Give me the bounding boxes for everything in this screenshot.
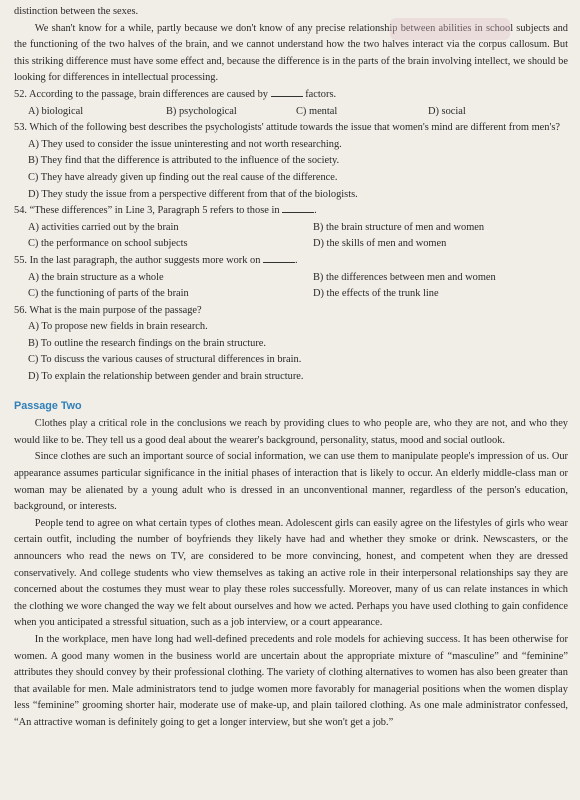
option-d[interactable]: D) the effects of the trunk line (313, 288, 439, 300)
answer-blank (282, 203, 314, 213)
question-55-stem-end: . (295, 254, 298, 266)
option-b[interactable]: B) They find that the difference is attributed to the influence of the society. (28, 155, 340, 167)
question-54 (14, 203, 568, 220)
option-b[interactable]: B) psychological (166, 105, 237, 117)
option-b[interactable]: B) To outline the research findings on the brain structure. (28, 337, 266, 349)
question-54-options (28, 220, 568, 253)
question-54-stem-end: . (314, 205, 317, 217)
option-c[interactable]: C) the performance on school subjects (28, 238, 188, 250)
question-54-stem: 54. “These differences” in Line 3, Paragraph 5 refers to those in (14, 205, 280, 217)
question-55-stem: 55. In the last paragraph, the author suggests more work on (14, 254, 261, 266)
option-d[interactable]: D) They study the issue from a perspective different from that of the biologists. (28, 188, 358, 200)
option-c[interactable]: C) mental (296, 105, 338, 117)
option-a[interactable]: A) biological (28, 105, 84, 117)
question-53-stem: 53. Which of the following best describes the psychologists' attitude towards the issue that women's mind are different from men's? (14, 122, 561, 134)
option-b[interactable]: B) the differences between men and women (313, 271, 496, 283)
option-c[interactable]: C) To discuss the various causes of structural differences in brain. (28, 354, 302, 366)
answer-blank (263, 253, 295, 263)
option-d[interactable]: D) To explain the relationship between gender and brain structure. (28, 371, 304, 383)
question-52-options (28, 104, 568, 121)
question-52-stem: 52. According to the passage, brain differences are caused by (14, 88, 268, 100)
question-52 (14, 87, 568, 104)
option-d[interactable]: D) the skills of men and women (313, 238, 447, 250)
option-c[interactable]: C) They have already given up finding out the real cause of the difference. (28, 171, 338, 183)
passage-two-heading: Passage Two (14, 399, 82, 412)
question-55 (14, 253, 568, 270)
passage-two-paragraph-2: Since clothes are such an important source of social information, we can use them to manipulate people's impression of us. Our appearance assumes particular significance in the initial phases of interaction that is likely to occur. An elderly middle-class man or woman may be alienated by a young adult who is dressed in an unconventional manner, regardless of the person's education, background, or interests. (14, 451, 568, 513)
option-b[interactable]: B) the brain structure of men and women (313, 221, 485, 233)
option-d[interactable]: D) social (428, 105, 466, 117)
passage-one-final-paragraph: We shan't know for a while, partly because we don't know of any precise relationship between abilities in school subjects and the functioning of the two halves of the brain, and we cannot understand how the two halves interact via the corpus callosum. But this striking difference must have some effect and, because the difference is in the parts of the brain involving intellect, we should be looking for differences in intellectual processing. (14, 22, 568, 84)
option-c[interactable]: C) the functioning of parts of the brain (28, 288, 189, 300)
passage-one-last-line: distinction between the sexes. (14, 6, 139, 17)
question-56-stem: 56. What is the main purpose of the passage? (14, 304, 202, 316)
passage-two-paragraph-3: People tend to agree on what certain types of clothes mean. Adolescent girls can easily agree on the lifestyles of girls who wear certain outfit, including the number of boyfriends they likely have had and whether they smoke or drink. Newscasters, or the announcers who read the news on TV, are considered to be more convincing, honest, and competent when they are dressed conservatively. And college students who view themselves as taking an active role in their interpersonal relationships say they are concerned about the costumes they must wear to play these roles successfully. Moreover, many of us can relate instances in which the clothing we wore changed the way we felt about ourselves and how we acted. Perhaps you have used clothing to gain confidence when you anticipated a stressful situation, such as a job interview, or a court appearance. (14, 517, 568, 629)
question-52-stem-end: factors. (305, 88, 337, 100)
option-a[interactable]: A) activities carried out by the brain (28, 221, 179, 233)
option-a[interactable]: A) the brain structure as a whole (28, 271, 164, 283)
passage-two-paragraph-4: In the workplace, men have long had well-defined precedents and role models for achieving success. It has been otherwise for women. A good many women in the business world are uncertain about the appropriate mixture of “masculine” and “feminine” attributes they should convey by their professional clothing. The variety of clothing alternatives to women has also been greater than that available for men. Male administrators tend to judge women more favorably for managerial positions when the women display less “feminine” grooming shorter hair, moderate use of make-up, and plain tailored clothing. As one male administrator confessed, “An attractive woman is definitely going to get a longer interview, but she won't get a job.” (14, 633, 568, 728)
option-a[interactable]: A) They used to consider the issue uninteresting and not worth researching. (28, 138, 342, 150)
question-55-options (28, 270, 568, 303)
option-a[interactable]: A) To propose new fields in brain research. (28, 321, 208, 333)
watermark-stamp (390, 18, 510, 40)
answer-blank (271, 87, 303, 97)
passage-two-paragraph-1: Clothes play a critical role in the conclusions we reach by providing clues to who people are, who they are not, and who they would like to be. They tell us a good deal about the wearer's background, personality, status, mood and social outlook. (14, 418, 568, 446)
